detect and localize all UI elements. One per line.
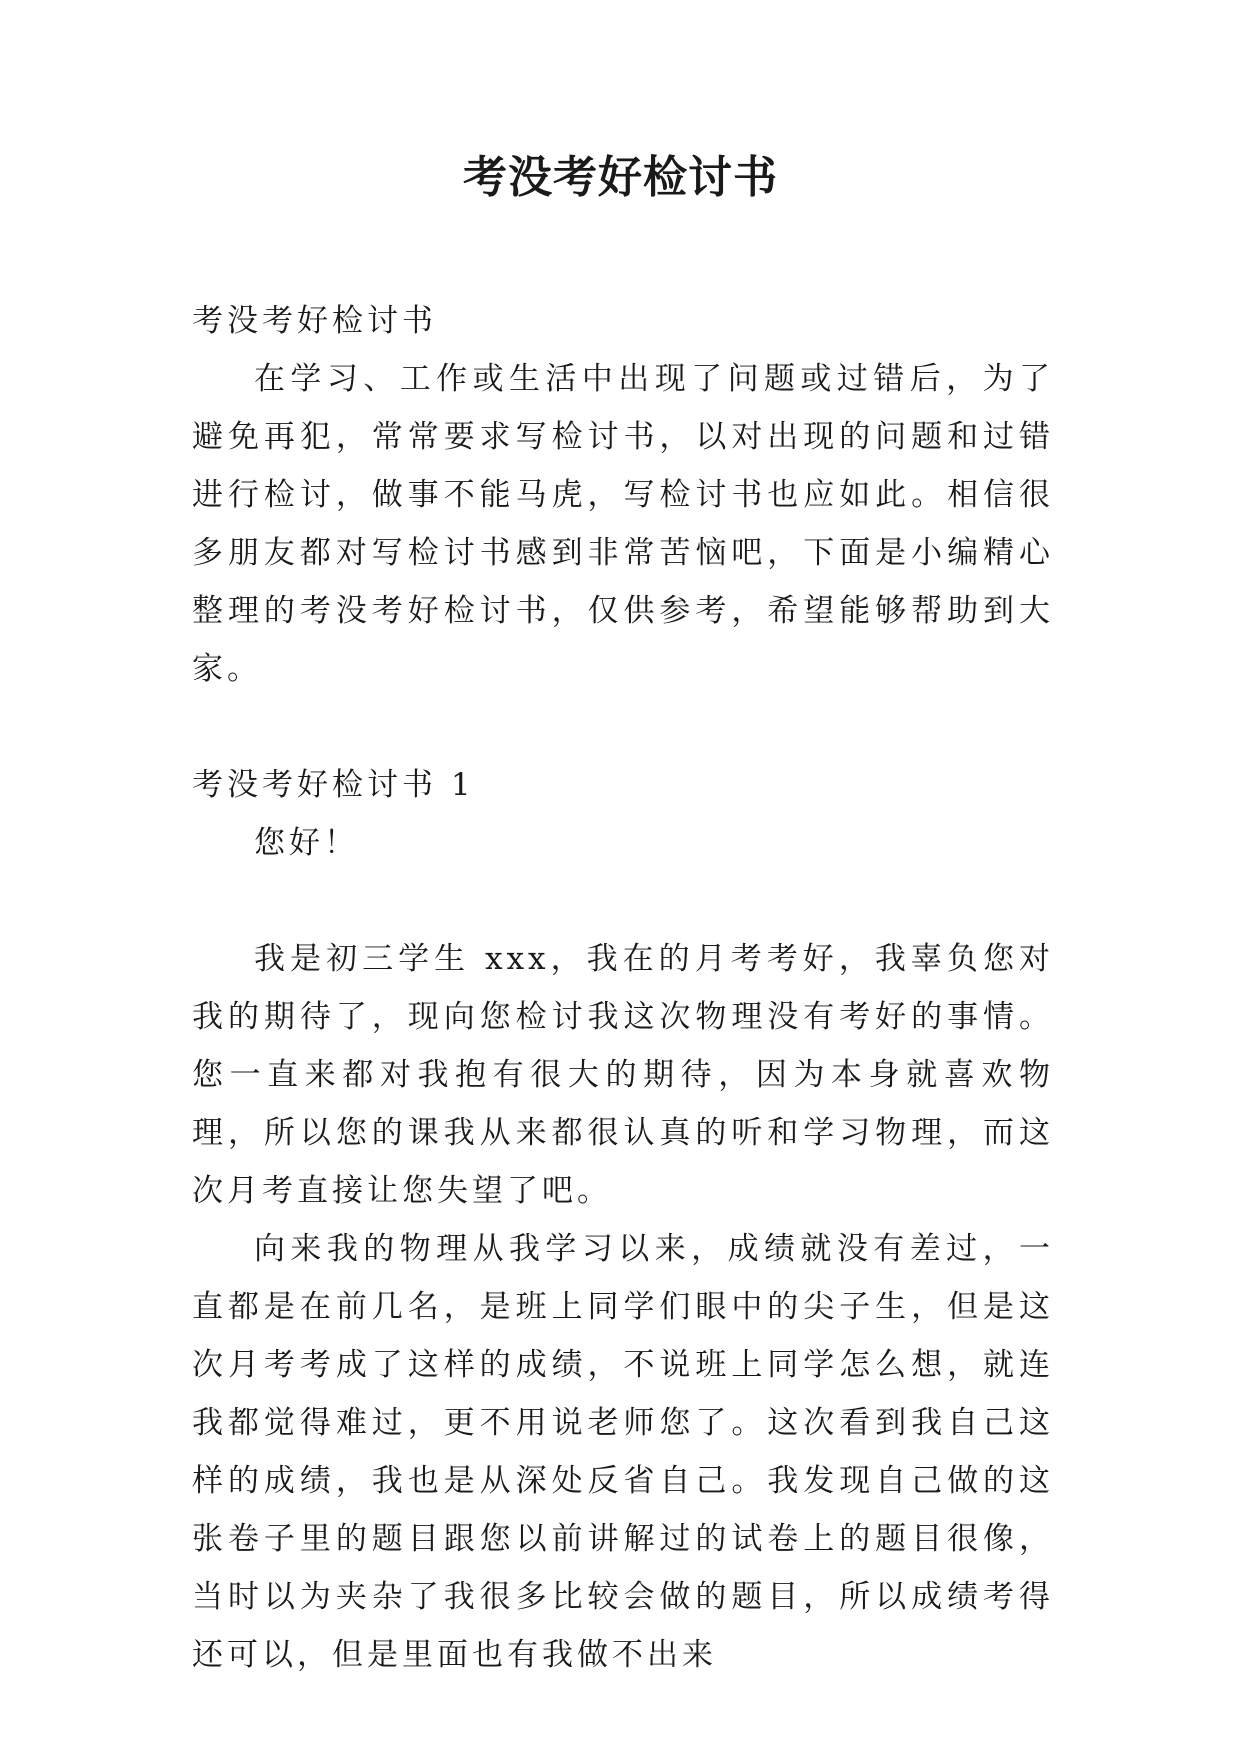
section-heading: 考没考好检讨书 1 (192, 767, 475, 803)
greeting: 您好！ (254, 825, 359, 861)
body-paragraph: 我是初三学生 xxx，我在的月考考好，我辜负您对我的期待了，现向您检讨我这次物理没有考好的事情。您一直来都对我抱有很大的期待，因为本身就喜欢物理，所以您的课我从来都很认真的听和学习物理，而这次月考直接让您失望了吧。 (192, 941, 1054, 1209)
document-body (192, 292, 1054, 1684)
body-paragraph: 向来我的物理从我学习以来，成绩就没有差过，一直都是在前几名，是班上同学们眼中的尖子生，但是这次月考考成了这样的成绩，不说班上同学怎么想，就连我都觉得难过，更不用说老师您了。这次看到我自己这样的成绩，我也是从深处反省自己。我发现自己做的这张卷子里的题目跟您以前讲解过的试卷上的题目很像，当时以为夹杂了我很多比较会做的题目，所以成绩考得还可以，但是里面也有我做不出来 (192, 1231, 1054, 1673)
document-title: 考没考好检讨书 (463, 152, 778, 203)
intro-paragraph: 在学习、工作或生活中出现了问题或过错后，为了避免再犯，常常要求写检讨书，以对出现的问题和过错进行检讨，做事不能马虎，写检讨书也应如此。相信很多朋友都对写检讨书感到非常苦恼吧，下面是小编精心整理的考没考好检讨书，仅供参考，希望能够帮助到大家。 (192, 361, 1054, 687)
subtitle: 考没考好检讨书 (192, 303, 437, 339)
spacer (192, 698, 1054, 756)
spacer (192, 872, 1054, 930)
